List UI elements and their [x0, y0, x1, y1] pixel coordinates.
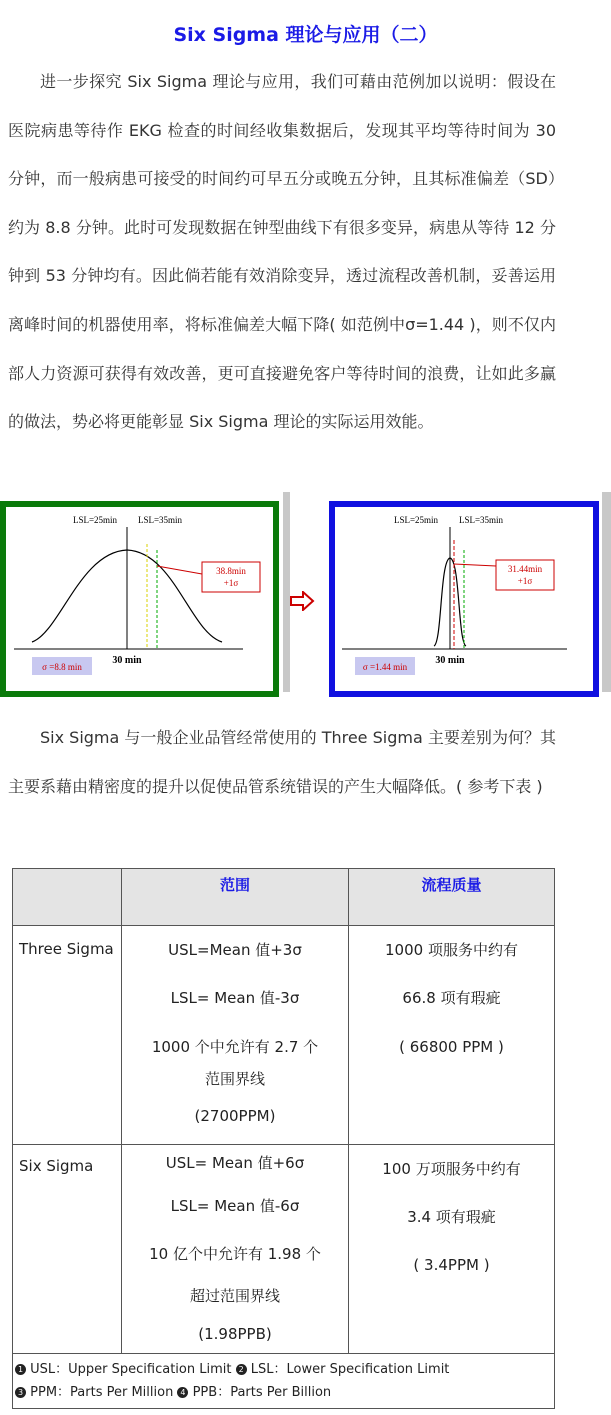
- right-arrow-icon: [289, 591, 315, 615]
- sigma-label: σ =1.44 min: [362, 662, 408, 672]
- row-label: Three Sigma: [13, 926, 122, 1145]
- note-text: PPB：Parts Per Billion: [192, 1385, 332, 1400]
- note-number: 2: [236, 1364, 247, 1375]
- page-title: Six Sigma 理论与应用（二）: [173, 24, 438, 46]
- callout-sigma: +1σ: [223, 578, 239, 588]
- row-label: Six Sigma: [13, 1145, 122, 1354]
- figure-narrow-distribution: [322, 492, 611, 702]
- callout-value: 38.8min: [216, 566, 246, 576]
- header-cell: [13, 869, 122, 926]
- range-cell: USL=Mean 值+3σ LSL= Mean 值-3σ 1000 个中允许有 2.7 个 范围界线 (2700PPM): [122, 926, 349, 1145]
- comparison-table: [12, 868, 555, 1409]
- note-number: 3: [15, 1387, 26, 1398]
- header-cell: 流程质量: [349, 869, 555, 926]
- intro-paragraph: 进一步探究 Six Sigma 理论与应用，我们可藉由范例加以说明：假设在医院病患等待作 EKG 检查的时间经收集数据后，发现其平均等待时间为 30 分钟，而一般病患可接受的时间约可早五分或晚五分钟，且其标准偏差（SD）约为 8.8 分钟。此时可发现数据在钟型曲线下有很多变异，病患从等待 12 分钟到 53 分钟均有。因此倘若能有效消除变异，透过流程改善机制，妥善运用离峰时间的机器使用率，将标准偏差大幅下降( 如范例中σ=1.44 )，则不仅内部人力资源可获得有效改善，更可直接避免客户等待时间的浪费，让如此多赢的做法，势必将更能彰显 Six Sigma 理论的实际运用效能。: [8, 72, 556, 432]
- table-row: [13, 926, 555, 1145]
- lsl-label: LSL=25min: [393, 515, 439, 525]
- mean-label: 30 min: [112, 655, 142, 666]
- note-number: 1: [15, 1364, 26, 1375]
- callout-sigma: +1σ: [517, 576, 533, 586]
- callout-value: 31.44min: [507, 564, 543, 574]
- quality-cell: 1000 项服务中约有 66.8 项有瑕疵 ( 66800 PPM ): [349, 926, 555, 1145]
- table-row: [13, 1145, 555, 1354]
- header-cell: 范围: [122, 869, 349, 926]
- quality-cell: 100 万项服务中约有 3.4 项有瑕疵 ( 3.4PPM ): [349, 1145, 555, 1354]
- notes-cell: [13, 1354, 555, 1409]
- table-notes-row: [13, 1354, 555, 1409]
- table-header-row: [13, 869, 555, 926]
- note-text: LSL：Lower Specification Limit: [250, 1362, 450, 1377]
- note-text: USL：Upper Specification Limit: [30, 1362, 232, 1377]
- mean-label: 30 min: [435, 655, 465, 666]
- comparison-paragraph: Six Sigma 与一般企业品管经常使用的 Three Sigma 主要差别为何？其主要系藉由精密度的提升以促使品管系统错误的产生大幅降低。( 参考下表 ): [8, 728, 556, 796]
- note-text: PPM：Parts Per Million: [30, 1385, 174, 1400]
- range-cell: USL= Mean 值+6σ LSL= Mean 值-6σ 10 亿个中允许有 1.98 个 超过范围界线 (1.98PPB): [122, 1145, 349, 1354]
- note-number: 4: [177, 1387, 188, 1398]
- figure-wide-distribution: [0, 492, 290, 702]
- sigma-label: σ =8.8 min: [42, 662, 82, 672]
- usl-label: LSL=35min: [137, 515, 183, 525]
- lsl-label: LSL=25min: [72, 515, 118, 525]
- usl-label: LSL=35min: [458, 515, 504, 525]
